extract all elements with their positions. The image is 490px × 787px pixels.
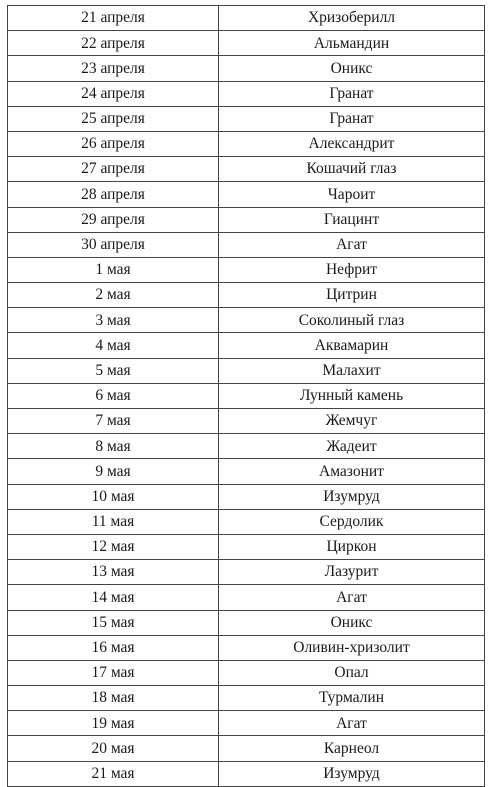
date-cell: 5 мая xyxy=(8,358,219,383)
table-row xyxy=(8,761,485,786)
date-cell: 4 мая xyxy=(8,333,219,358)
date-cell: 22 апреля xyxy=(8,31,219,56)
date-cell: 14 мая xyxy=(8,585,219,610)
table-row xyxy=(8,711,485,736)
stone-cell: Гиацинт xyxy=(219,207,485,232)
stone-cell: Изумруд xyxy=(219,761,485,786)
date-cell: 26 апреля xyxy=(8,131,219,156)
date-cell: 12 мая xyxy=(8,534,219,559)
table-row xyxy=(8,383,485,408)
stone-cell: Циркон xyxy=(219,534,485,559)
date-cell: 10 мая xyxy=(8,484,219,509)
stone-cell: Жадеит xyxy=(219,434,485,459)
stone-cell: Агат xyxy=(219,711,485,736)
stone-cell: Цитрин xyxy=(219,283,485,308)
table-row xyxy=(8,157,485,182)
date-cell: 24 апреля xyxy=(8,81,219,106)
stone-cell: Сердолик xyxy=(219,509,485,534)
table-row xyxy=(8,409,485,434)
date-cell: 2 мая xyxy=(8,283,219,308)
date-cell: 13 мая xyxy=(8,560,219,585)
stone-cell: Жемчуг xyxy=(219,409,485,434)
table-row xyxy=(8,333,485,358)
table-row xyxy=(8,358,485,383)
table-row xyxy=(8,509,485,534)
date-cell: 18 мая xyxy=(8,686,219,711)
stone-cell: Кошачий глаз xyxy=(219,157,485,182)
table-row xyxy=(8,434,485,459)
stone-cell: Турмалин xyxy=(219,686,485,711)
table-row xyxy=(8,736,485,761)
birthstone-table-body xyxy=(8,6,485,787)
stone-cell: Оникс xyxy=(219,56,485,81)
date-cell: 28 апреля xyxy=(8,182,219,207)
date-cell: 21 мая xyxy=(8,761,219,786)
date-cell: 17 мая xyxy=(8,660,219,685)
date-cell: 27 апреля xyxy=(8,157,219,182)
stone-cell: Агат xyxy=(219,232,485,257)
table-row xyxy=(8,81,485,106)
table-row xyxy=(8,459,485,484)
table-row xyxy=(8,31,485,56)
date-cell: 15 мая xyxy=(8,610,219,635)
table-row xyxy=(8,182,485,207)
date-cell: 25 апреля xyxy=(8,106,219,131)
birthstone-table xyxy=(7,5,485,787)
table-row xyxy=(8,257,485,282)
date-cell: 19 мая xyxy=(8,711,219,736)
stone-cell: Амазонит xyxy=(219,459,485,484)
table-row xyxy=(8,106,485,131)
stone-cell: Нефрит xyxy=(219,257,485,282)
date-cell: 1 мая xyxy=(8,257,219,282)
stone-cell: Чароит xyxy=(219,182,485,207)
table-row xyxy=(8,207,485,232)
date-cell: 20 мая xyxy=(8,736,219,761)
stone-cell: Агат xyxy=(219,585,485,610)
stone-cell: Карнеол xyxy=(219,736,485,761)
table-row xyxy=(8,635,485,660)
stone-cell: Соколиный глаз xyxy=(219,308,485,333)
date-cell: 30 апреля xyxy=(8,232,219,257)
table-row xyxy=(8,534,485,559)
table-row xyxy=(8,283,485,308)
table-row xyxy=(8,56,485,81)
stone-cell: Оникс xyxy=(219,610,485,635)
date-cell: 8 мая xyxy=(8,434,219,459)
date-cell: 3 мая xyxy=(8,308,219,333)
stone-cell: Альмандин xyxy=(219,31,485,56)
table-row xyxy=(8,6,485,31)
date-cell: 16 мая xyxy=(8,635,219,660)
stone-cell: Гранат xyxy=(219,106,485,131)
table-row xyxy=(8,686,485,711)
table-row xyxy=(8,308,485,333)
stone-cell: Изумруд xyxy=(219,484,485,509)
date-cell: 23 апреля xyxy=(8,56,219,81)
stone-cell: Лазурит xyxy=(219,560,485,585)
stone-cell: Аквамарин xyxy=(219,333,485,358)
table-row xyxy=(8,585,485,610)
date-cell: 7 мая xyxy=(8,409,219,434)
stone-cell: Лунный камень xyxy=(219,383,485,408)
date-cell: 21 апреля xyxy=(8,6,219,31)
stone-cell: Александрит xyxy=(219,131,485,156)
table-row xyxy=(8,232,485,257)
stone-cell: Малахит xyxy=(219,358,485,383)
table-row xyxy=(8,484,485,509)
date-cell: 6 мая xyxy=(8,383,219,408)
stone-cell: Гранат xyxy=(219,81,485,106)
table-row xyxy=(8,610,485,635)
stone-cell: Опал xyxy=(219,660,485,685)
stone-cell: Оливин-хризолит xyxy=(219,635,485,660)
table-row xyxy=(8,660,485,685)
date-cell: 11 мая xyxy=(8,509,219,534)
date-cell: 9 мая xyxy=(8,459,219,484)
date-cell: 29 апреля xyxy=(8,207,219,232)
stone-cell: Хризоберилл xyxy=(219,6,485,31)
table-row xyxy=(8,560,485,585)
table-row xyxy=(8,131,485,156)
